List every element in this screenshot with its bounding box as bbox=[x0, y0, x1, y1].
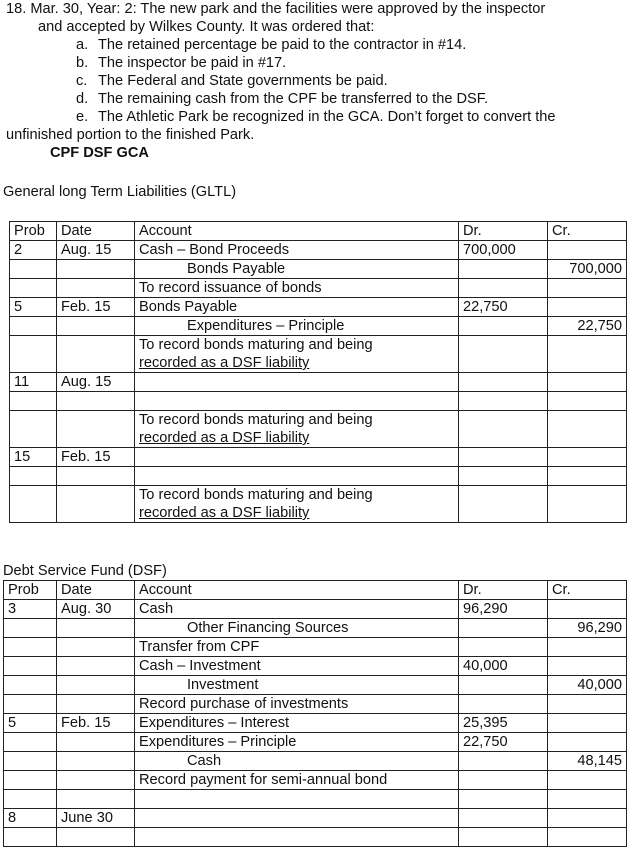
cell-date bbox=[57, 752, 135, 771]
problem-item-d bbox=[6, 90, 556, 108]
cell-cr bbox=[548, 467, 627, 486]
cell-account bbox=[135, 752, 459, 771]
table-row bbox=[4, 676, 627, 695]
cell-cr bbox=[548, 336, 627, 373]
cell-prob bbox=[10, 392, 57, 411]
cell-dr bbox=[459, 448, 548, 467]
cell-account: Transfer from CPF bbox=[135, 638, 459, 657]
table-row bbox=[4, 828, 627, 847]
cell-prob bbox=[4, 828, 57, 847]
cell-dr bbox=[459, 279, 548, 298]
cell-account: Bonds Payable bbox=[135, 298, 459, 317]
cell-dr: 700,000 bbox=[459, 241, 548, 260]
cell-account: Cash – Bond Proceeds bbox=[135, 241, 459, 260]
cell-cr: 96,290 bbox=[548, 619, 627, 638]
cell-prob: 5 bbox=[10, 298, 57, 317]
cell-account bbox=[135, 486, 459, 523]
cell-date: Feb. 15 bbox=[57, 448, 135, 467]
item-text: The Federal and State governments be paid. bbox=[98, 73, 388, 89]
table-row bbox=[4, 752, 627, 771]
problem-item-e-cont: unfinished portion to the finished Park. bbox=[6, 127, 255, 143]
cell-dr: 96,290 bbox=[459, 600, 548, 619]
cell-prob bbox=[4, 695, 57, 714]
account-line: To record bonds maturing and being bbox=[139, 337, 373, 353]
header-account: Account bbox=[135, 581, 459, 600]
table-row bbox=[10, 260, 627, 279]
cell-account: Cash – Investment bbox=[135, 657, 459, 676]
account-line: recorded as a DSF liability bbox=[139, 355, 310, 371]
item-letter: b. bbox=[76, 55, 89, 71]
table-row bbox=[10, 392, 627, 411]
table-header-row bbox=[10, 222, 627, 241]
cell-cr bbox=[548, 486, 627, 523]
cell-cr bbox=[548, 600, 627, 619]
cell-date: Feb. 15 bbox=[57, 714, 135, 733]
table-row bbox=[4, 638, 627, 657]
cell-account: Expenditures – Principle bbox=[135, 733, 459, 752]
account-line: recorded as a DSF liability bbox=[139, 430, 310, 446]
account-text: Other Financing Sources bbox=[187, 620, 349, 636]
cell-account bbox=[135, 411, 459, 448]
cell-dr bbox=[459, 467, 548, 486]
cell-prob bbox=[10, 317, 57, 336]
cell-dr bbox=[459, 676, 548, 695]
cell-dr bbox=[459, 638, 548, 657]
cell-date: Aug. 15 bbox=[57, 241, 135, 260]
table-row bbox=[4, 733, 627, 752]
cell-date bbox=[57, 828, 135, 847]
cell-cr bbox=[548, 241, 627, 260]
cell-date bbox=[57, 317, 135, 336]
cell-cr bbox=[548, 448, 627, 467]
table-header-row bbox=[4, 581, 627, 600]
item-text: The Athletic Park be recognized in the GCA. Don’t forget to convert the bbox=[98, 109, 556, 125]
problem-item-c bbox=[6, 72, 556, 90]
table-row bbox=[10, 317, 627, 336]
account-line: recorded as a DSF liability bbox=[139, 505, 310, 521]
cell-prob bbox=[4, 619, 57, 638]
table-row bbox=[10, 448, 627, 467]
cell-prob: 15 bbox=[10, 448, 57, 467]
cell-dr bbox=[459, 411, 548, 448]
cell-date bbox=[57, 279, 135, 298]
item-letter: e. bbox=[76, 109, 89, 125]
cell-cr: 40,000 bbox=[548, 676, 627, 695]
cell-date bbox=[57, 638, 135, 657]
cell-prob bbox=[4, 752, 57, 771]
cell-cr bbox=[548, 298, 627, 317]
cell-date bbox=[57, 411, 135, 448]
cell-prob bbox=[4, 657, 57, 676]
table-row bbox=[4, 600, 627, 619]
table-row bbox=[10, 373, 627, 392]
cell-cr bbox=[548, 771, 627, 790]
header-cr: Cr. bbox=[548, 222, 627, 241]
dsf-title: Debt Service Fund (DSF) bbox=[3, 563, 167, 579]
table-row bbox=[4, 619, 627, 638]
cell-date bbox=[57, 336, 135, 373]
cell-cr bbox=[548, 392, 627, 411]
header-cr: Cr. bbox=[548, 581, 627, 600]
cell-dr bbox=[459, 752, 548, 771]
cell-date bbox=[57, 486, 135, 523]
cell-date bbox=[57, 733, 135, 752]
account-text: Investment bbox=[187, 677, 259, 693]
item-text: The remaining cash from the CPF be transferred to the DSF. bbox=[98, 91, 489, 107]
cell-account bbox=[135, 676, 459, 695]
cell-dr bbox=[459, 392, 548, 411]
cell-dr: 25,395 bbox=[459, 714, 548, 733]
cell-date bbox=[57, 392, 135, 411]
table-row bbox=[4, 714, 627, 733]
header-date: Date bbox=[57, 581, 135, 600]
cell-cr bbox=[548, 279, 627, 298]
cell-cr bbox=[548, 828, 627, 847]
cell-cr bbox=[548, 638, 627, 657]
cell-cr bbox=[548, 809, 627, 828]
problem-heading-1: 18. Mar. 30, Year: 2: The new park and the facilities were approved by the inspector bbox=[6, 1, 546, 17]
table-row bbox=[4, 771, 627, 790]
cell-prob bbox=[10, 279, 57, 298]
cell-cr bbox=[548, 695, 627, 714]
problem-item-e bbox=[6, 108, 556, 126]
cell-prob: 2 bbox=[10, 241, 57, 260]
cell-account bbox=[135, 790, 459, 809]
header-dr: Dr. bbox=[459, 581, 548, 600]
cell-dr: 22,750 bbox=[459, 298, 548, 317]
cell-prob: 8 bbox=[4, 809, 57, 828]
cell-dr bbox=[459, 828, 548, 847]
cell-dr bbox=[459, 373, 548, 392]
cell-dr: 40,000 bbox=[459, 657, 548, 676]
cell-account bbox=[135, 317, 459, 336]
cell-account bbox=[135, 467, 459, 486]
gltl-title: General long Term Liabilities (GLTL) bbox=[3, 184, 237, 200]
cell-prob bbox=[4, 790, 57, 809]
cell-cr: 48,145 bbox=[548, 752, 627, 771]
table-row bbox=[10, 411, 627, 448]
gltl-table bbox=[9, 221, 627, 523]
cell-prob: 3 bbox=[4, 600, 57, 619]
cell-prob bbox=[4, 771, 57, 790]
table-row bbox=[10, 486, 627, 523]
table-row bbox=[10, 279, 627, 298]
cell-cr bbox=[548, 411, 627, 448]
table-row bbox=[10, 467, 627, 486]
cell-date: Feb. 15 bbox=[57, 298, 135, 317]
cell-prob: 5 bbox=[4, 714, 57, 733]
account-text: Expenditures – Principle bbox=[187, 318, 345, 334]
cell-account bbox=[135, 448, 459, 467]
problem-statement bbox=[6, 0, 556, 162]
cell-prob bbox=[10, 336, 57, 373]
cell-prob bbox=[4, 676, 57, 695]
problem-heading-2: and accepted by Wilkes County. It was ordered that: bbox=[38, 19, 375, 35]
cell-date bbox=[57, 790, 135, 809]
problem-item-b bbox=[6, 54, 556, 72]
cell-dr bbox=[459, 486, 548, 523]
table-row bbox=[4, 657, 627, 676]
account-text: Cash bbox=[187, 753, 222, 769]
cell-date: Aug. 30 bbox=[57, 600, 135, 619]
cell-date bbox=[57, 467, 135, 486]
cell-dr: 22,750 bbox=[459, 733, 548, 752]
cell-dr bbox=[459, 790, 548, 809]
cell-prob bbox=[10, 486, 57, 523]
cell-date bbox=[57, 260, 135, 279]
cell-prob bbox=[10, 467, 57, 486]
cell-dr bbox=[459, 695, 548, 714]
cell-cr: 700,000 bbox=[548, 260, 627, 279]
cell-account bbox=[135, 336, 459, 373]
problem-item-a bbox=[6, 36, 556, 54]
cell-dr bbox=[459, 619, 548, 638]
cell-prob bbox=[10, 411, 57, 448]
table-row bbox=[4, 790, 627, 809]
cell-account bbox=[135, 809, 459, 828]
cell-date bbox=[57, 771, 135, 790]
table-row bbox=[4, 695, 627, 714]
cell-date bbox=[57, 619, 135, 638]
account-line: To record bonds maturing and being bbox=[139, 412, 373, 428]
cell-date bbox=[57, 695, 135, 714]
cell-cr bbox=[548, 373, 627, 392]
cell-prob bbox=[4, 638, 57, 657]
cell-dr bbox=[459, 771, 548, 790]
header-prob: Prob bbox=[10, 222, 57, 241]
cell-dr bbox=[459, 260, 548, 279]
cell-account bbox=[135, 619, 459, 638]
item-letter: a. bbox=[76, 37, 89, 53]
cell-account bbox=[135, 373, 459, 392]
table-row bbox=[10, 241, 627, 260]
header-prob: Prob bbox=[4, 581, 57, 600]
table-row bbox=[4, 809, 627, 828]
cell-dr bbox=[459, 317, 548, 336]
header-account: Account bbox=[135, 222, 459, 241]
header-date: Date bbox=[57, 222, 135, 241]
cell-date bbox=[57, 676, 135, 695]
cell-prob: 11 bbox=[10, 373, 57, 392]
item-text: The inspector be paid in #17. bbox=[98, 55, 287, 71]
cell-cr: 22,750 bbox=[548, 317, 627, 336]
cell-account bbox=[135, 260, 459, 279]
cell-prob bbox=[10, 260, 57, 279]
cell-account bbox=[135, 828, 459, 847]
cell-account: Record purchase of investments bbox=[135, 695, 459, 714]
cell-date: Aug. 15 bbox=[57, 373, 135, 392]
fund-list: CPF DSF GCA bbox=[50, 145, 149, 161]
account-line: To record bonds maturing and being bbox=[139, 487, 373, 503]
item-text: The retained percentage be paid to the contractor in #14. bbox=[98, 37, 467, 53]
cell-account: Record payment for semi-annual bond bbox=[135, 771, 459, 790]
header-dr: Dr. bbox=[459, 222, 548, 241]
cell-cr bbox=[548, 790, 627, 809]
cell-dr bbox=[459, 336, 548, 373]
cell-cr bbox=[548, 714, 627, 733]
item-letter: c. bbox=[76, 73, 88, 89]
cell-account: To record issuance of bonds bbox=[135, 279, 459, 298]
dsf-table bbox=[3, 580, 627, 847]
cell-date bbox=[57, 657, 135, 676]
cell-cr bbox=[548, 733, 627, 752]
cell-account: Expenditures – Interest bbox=[135, 714, 459, 733]
cell-dr bbox=[459, 809, 548, 828]
table-row bbox=[10, 298, 627, 317]
cell-prob bbox=[4, 733, 57, 752]
cell-date: June 30 bbox=[57, 809, 135, 828]
cell-cr bbox=[548, 657, 627, 676]
table-row bbox=[10, 336, 627, 373]
account-text: Bonds Payable bbox=[187, 261, 286, 277]
cell-account bbox=[135, 392, 459, 411]
item-letter: d. bbox=[76, 91, 89, 107]
cell-account: Cash bbox=[135, 600, 459, 619]
